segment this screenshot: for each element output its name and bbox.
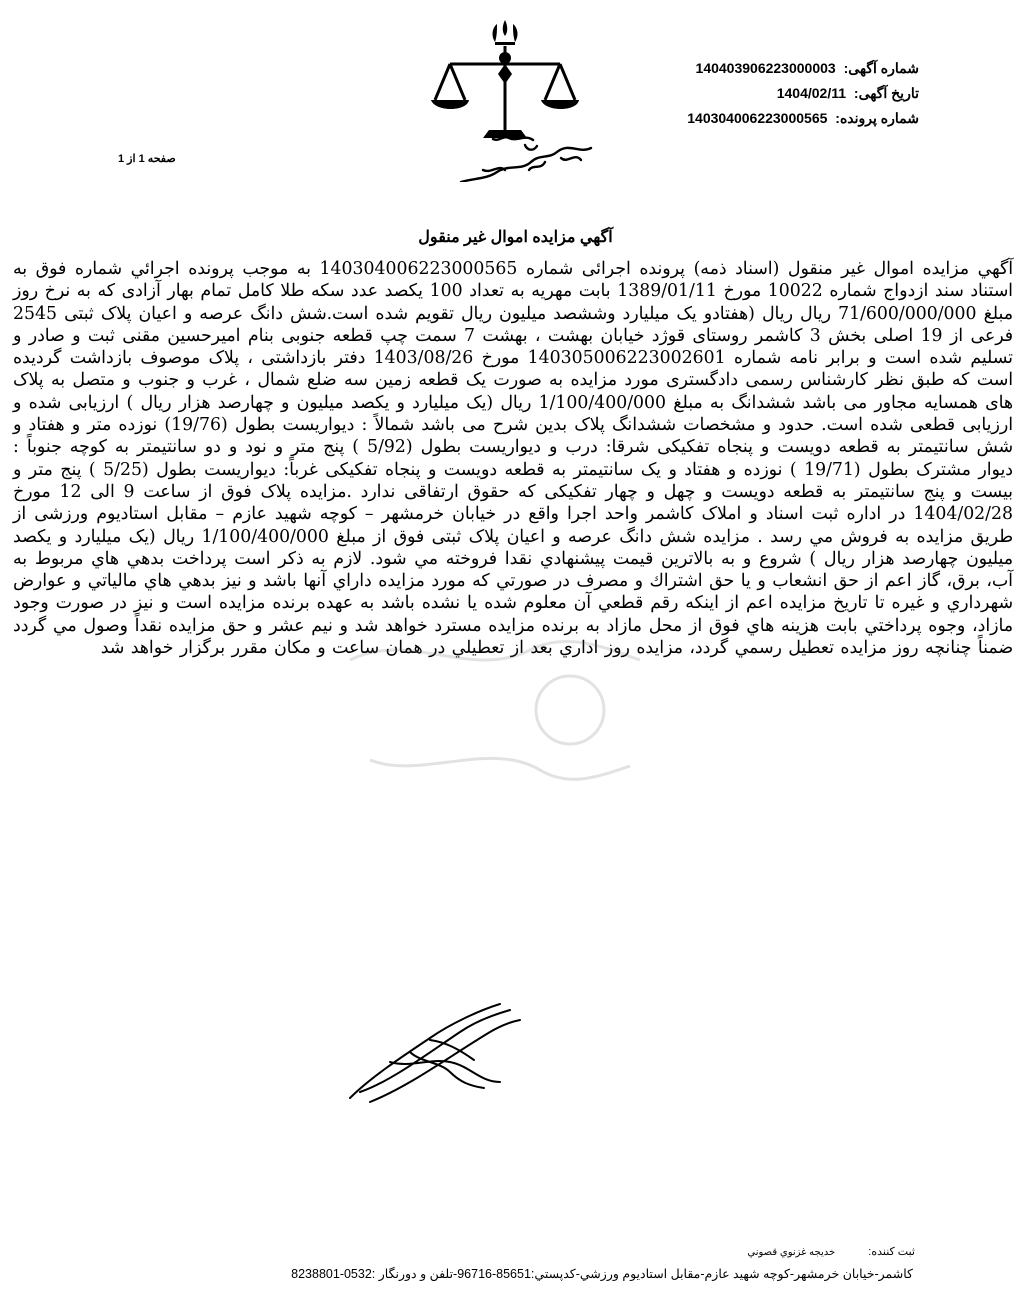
notice-body: آگهي مزايده اموال غير منقول (اسناد ذمه) پرونده اجرائی شماره 140304006223000565 به موجب پرونده اجرائي شماره فوق به استناد سند ازدواج شماره 10022 مورخ 1389/01/11 بابت مهريه به تعداد 100 يكصد عدد سكه طلا كامل تمام بهار آزادی كه به نرخ روز مبلغ 71/600/000/000 ريال ريال (هفتادو يک ميليارد وششصد ميليون ريال تقويم شده است.شش دانگ عرصه و اعيان پلاک ثبتی 2545 فرعی از 19 اصلی بخش 3 كاشمر روستای قوژد خيابان بهشت ، بهشت 7 سمت چپ قطعه جنوبی بنام اميرحسين مقنی ثبت و صادر و تسليم شده است و برابر نامه شماره 140305006223002601 مورخ 1403/08/26 دفتر بازداشتی ، پلاک موصوف بازداشت گرديده است كه طبق نظر كارشناس رسمی دادگستری مورد مزايده به صورت يک قطعه زمين سه ضلع شمال ، غرب و جنوب و متصل به پلاک های همسايه مجاور می باشد ششدانگ به مبلغ 1/100/400/000 ريال (يک ميليارد و يكصد ميليون و چهارصد هزار ريال ) ارزيابی شده و ارزيابی قطعی شده است. حدود و مشخصات ششدانگ پلاک بدين شرح می باشد شمالاً : ديواريست بطول (19/76) نوزده متر و هفتاد و شش سانتيمتر به قطعه دويست و پنجاه تفكيكی شرقا: درب و ديواريست بطول (5/92 ) پنج متر و نود و دو سانتيمتر به كوچه جنوباً : ديوار مشترک بطول (19/71 ) نوزده و هفتاد و يک سانتيمتر به قطعه دويست و پنجاه تفكيكی غرباً: ديواريست بطول (5/25 ) پنج متر و بيست و پنج سانتيمتر به قطعه دويست و چهل و چهار تفكيكی كه حقوق ارتفاقی ندارد .مزايده پلاک فوق از ساعت 9 الی 12 مورخ 1404/02/28 در اداره ثبت اسناد و املاک كاشمر واحد اجرا واقع در خيابان خرمشهر – كوچه شهيد عازم – مقابل استاديوم ورزشی از طريق مزايده به فروش مي رسد . مزايده شش دانگ عرصه و اعيان پلاک ثبتی فوق از مبلغ 1/100/400/000 ريال (يک ميليارد و يكصد ميليون چهارصد هزار ريال ) شروع و به بالاترين قيمت پيشنهادي نقدا فروخته مي شود. لازم به ذكر است پرداخت بدهي هاي مربوط به آب، برق، گاز اعم از حق انشعاب و يا حق اشتراك و مصرف در صورتي كه مورد مزايده داراي آنها باشد و نيز بدهي هاي مالياتي و عوارض شهرداري و غيره تا تاريخ مزايده اعم از اينكه رقم قطعي آن معلوم شده يا نشده باشد به عهده برنده مزايده است و نيز در صورت وجود مازاد، وجوه پرداختي بابت هزينه هاي فوق از محل مازاد به برنده مزايده مسترد خواهد شد و نيم عشر و حق مزايده نقداً وصول مي گردد ضمناً چنانچه روز مزايده تعطيل رسمي گردد، مزايده روز اداري بعد از تعطيلي در همان ساعت و مكان مقرر برگزار خواهد شد bbox=[13, 259, 1013, 659]
recorder-line bbox=[747, 1245, 915, 1258]
notice-number-label: شماره آگهی: bbox=[843, 60, 919, 76]
notice-number-row bbox=[499, 56, 919, 81]
office-address: كاشمر-خيابان خرمشهر-كوچه شهيد عازم-مقابل استاديوم ورزشي-كدپستي:85651-96716-تلفن و دورنگار :0532-8238801 bbox=[291, 1267, 913, 1281]
notice-date-label: تاریخ آگهی: bbox=[853, 85, 919, 101]
case-number-label: شماره پرونده: bbox=[835, 110, 919, 126]
document-title: آگهي مزايده اموال غير منقول bbox=[418, 229, 613, 246]
case-number-value: 140304006223000565 bbox=[687, 110, 828, 126]
watermark-stamp bbox=[330, 600, 660, 830]
notice-metadata bbox=[499, 56, 919, 131]
notice-date-value: 1404/02/11 bbox=[776, 85, 847, 101]
recorder-label: ثبت کننده: bbox=[868, 1246, 915, 1258]
notice-number-value: 140403906223000003 bbox=[695, 60, 836, 76]
case-number-row bbox=[499, 106, 919, 131]
recorder-name: خديجه غزنوي قصوني bbox=[747, 1247, 836, 1258]
signature-icon bbox=[330, 1002, 530, 1112]
notice-date-row bbox=[499, 81, 919, 106]
page-number: صفحه 1 از 1 bbox=[118, 153, 176, 165]
